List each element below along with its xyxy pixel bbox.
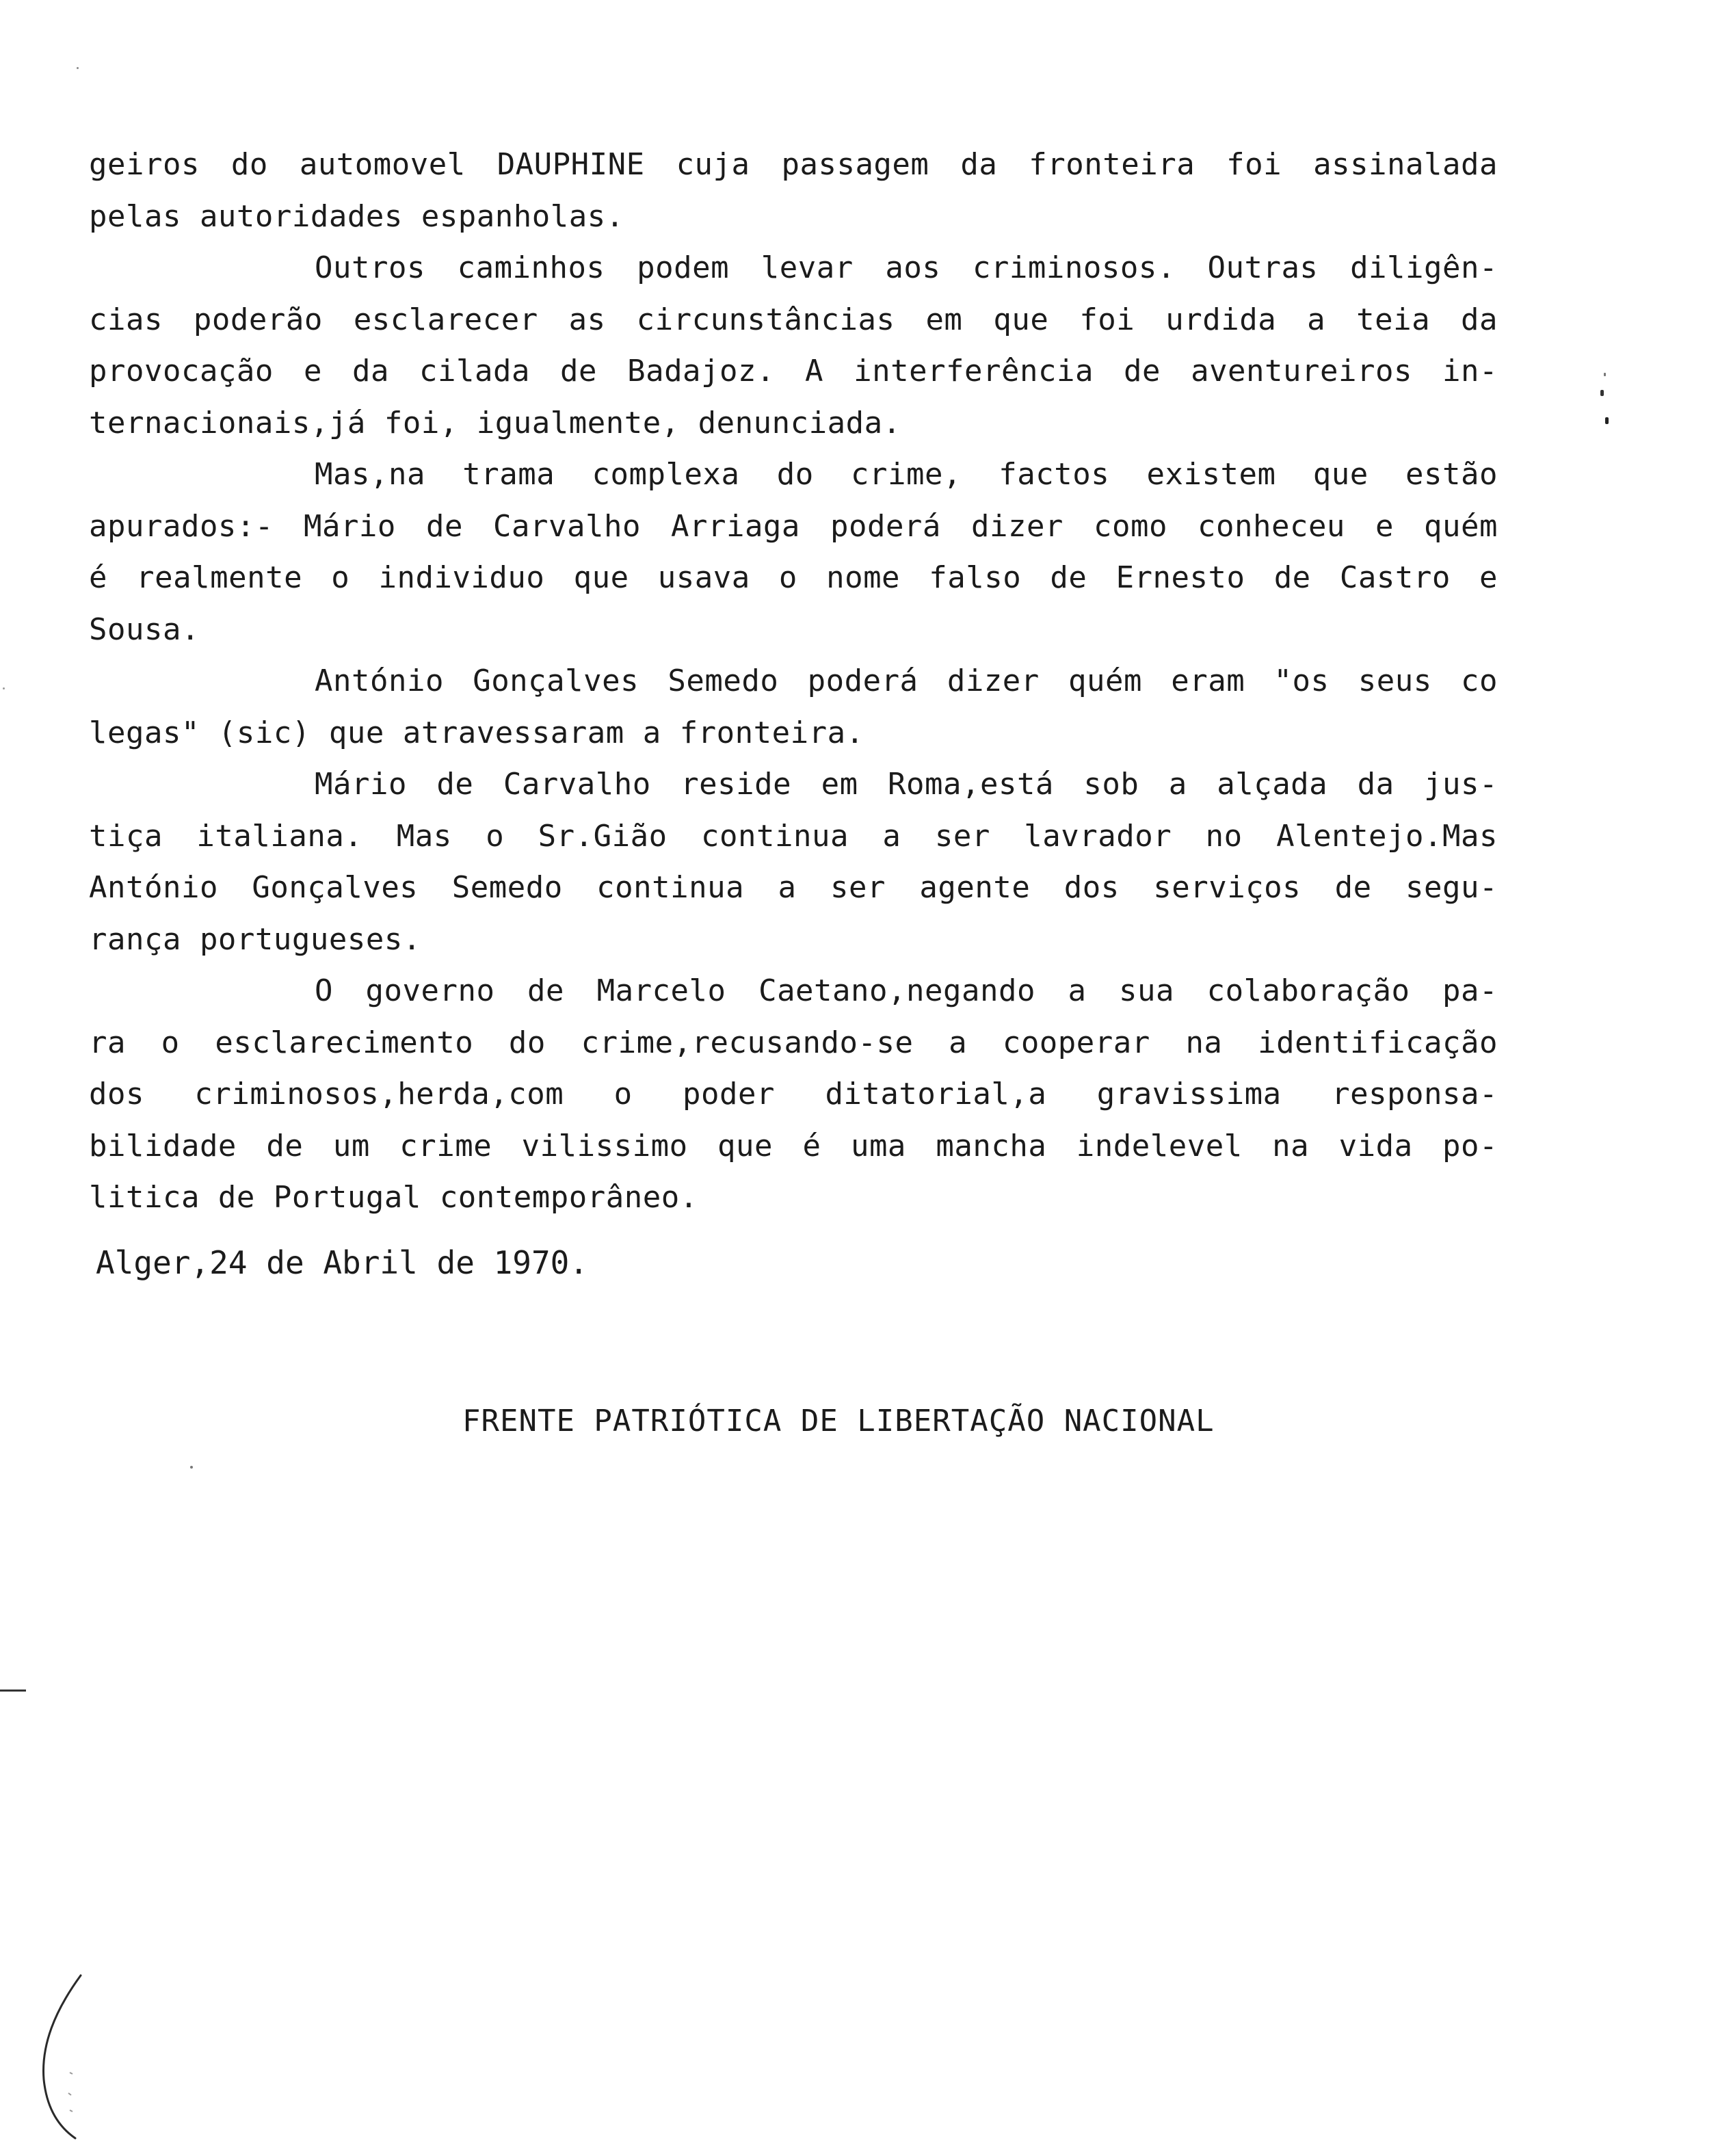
body-line: ternacionais,já foi, igualmente, denunciada. xyxy=(89,406,901,441)
margin-ink-mark xyxy=(1604,373,1606,376)
body-line: pelas autoridades espanholas. xyxy=(89,199,624,234)
body-line: Outros caminhos podem levar aos criminosos. Outras diligên- xyxy=(315,250,1498,285)
body-line: rança portugueses. xyxy=(89,922,421,957)
body-line: Sousa. xyxy=(89,612,200,647)
body-line: geiros do automovel DAUPHINE cuja passagem da fronteira foi assinalada xyxy=(89,147,1498,182)
paper-speck xyxy=(77,67,79,69)
body-line: cias poderão esclarecer as circunstâncias em que foi urdida a teia da xyxy=(89,302,1498,337)
body-line: Mas,na trama complexa do crime, factos existem que estão xyxy=(315,457,1498,492)
paper-speck xyxy=(3,687,5,689)
margin-ink-mark xyxy=(1605,417,1609,424)
body-line: litica de Portugal contemporâneo. xyxy=(89,1180,698,1215)
margin-tick-mark xyxy=(0,1690,26,1692)
punch-hole-arc xyxy=(27,1970,89,2141)
body-line: António Gonçalves Semedo poderá dizer quém eram "os seus co xyxy=(315,663,1498,698)
body-line: bilidade de um crime vilissimo que é uma mancha indelevel na vida po- xyxy=(89,1129,1498,1164)
body-line: O governo de Marcelo Caetano,negando a sua colaboração pa- xyxy=(315,973,1498,1008)
paper-speck xyxy=(190,1466,193,1469)
signature-line: FRENTE PATRIÓTICA DE LIBERTAÇÃO NACIONAL xyxy=(462,1404,1215,1438)
date-line: Alger,24 de Abril de 1970. xyxy=(96,1244,589,1281)
body-line: é realmente o individuo que usava o nome falso de Ernesto de Castro e xyxy=(89,560,1498,595)
body-line: dos criminosos,herda,com o poder ditatorial,a gravissima responsa- xyxy=(89,1077,1498,1112)
body-line: provocação e da cilada de Badajoz. A interferência de aventureiros in- xyxy=(89,354,1498,389)
body-line: Mário de Carvalho reside em Roma,está sob a alçada da jus- xyxy=(315,767,1498,802)
margin-ink-mark xyxy=(1600,390,1604,396)
body-line: António Gonçalves Semedo continua a ser agente dos serviços de segu- xyxy=(89,870,1498,905)
body-line: ra o esclarecimento do crime,recusando-se a cooperar na identificação xyxy=(89,1025,1498,1060)
body-line: apurados:- Mário de Carvalho Arriaga poderá dizer como conheceu e quém xyxy=(89,509,1498,544)
body-line: tiça italiana. Mas o Sr.Gião continua a ser lavrador no Alentejo.Mas xyxy=(89,819,1498,854)
body-line: legas" (sic) que atravessaram a fronteira. xyxy=(89,715,864,750)
